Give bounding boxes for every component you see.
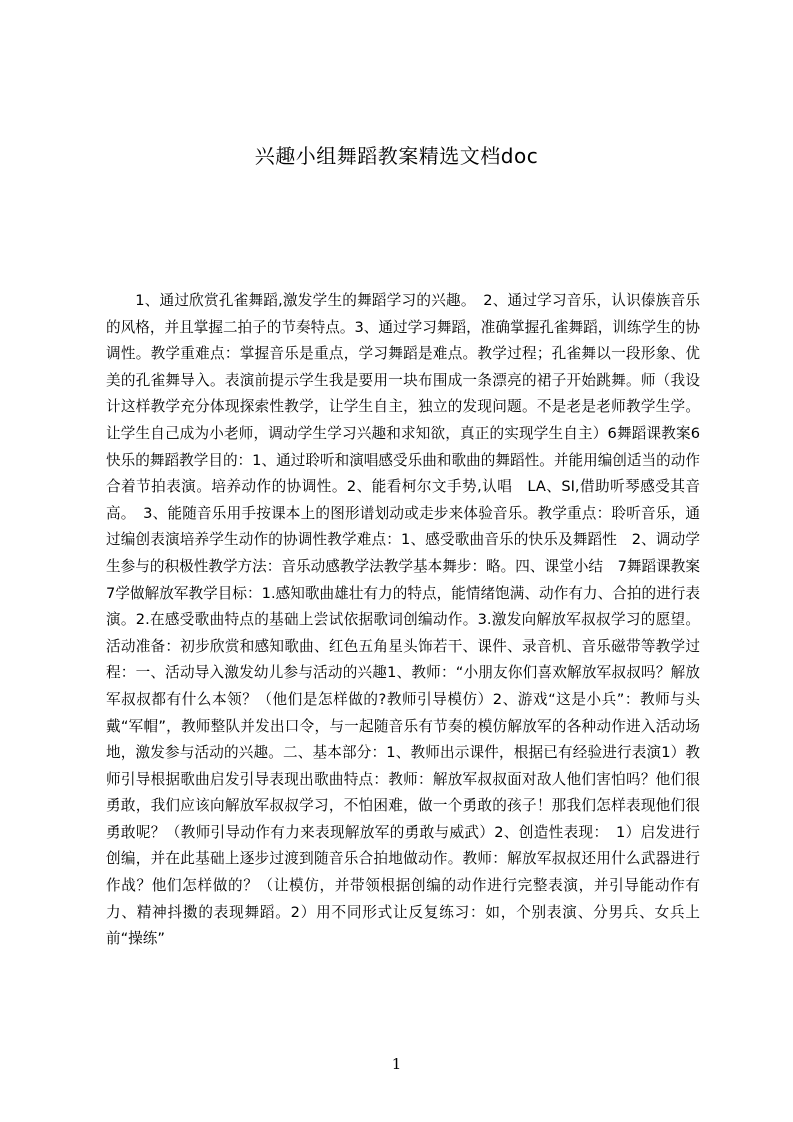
document-title: 兴趣小组舞蹈教案精选文档doc bbox=[254, 144, 539, 168]
page-number: 1 bbox=[391, 1055, 402, 1073]
document-body-paragraph: 1、通过欣赏孔雀舞蹈,激发学生的舞蹈学习的兴趣。 2、通过学习音乐，认识傣族音乐的风格，并且掌握二拍子的节奏特点。3、通过学习舞蹈，准确掌握孔雀舞蹈，训练学生的协调性。教学重难点：掌握音乐是重点，学习舞蹈是难点。教学过程；孔雀舞以一段形象、优美的孔雀舞导入。表演前提示学生我是要用一块布围成一条漂亮的裙子开始跳舞。师（我设计这样教学充分体现探索性教学，让学生自主，独立的发现问题。不是老是老师教学生学。让学生自己成为小老师，调动学生学习兴趣和求知欲，真正的实现学生自主）6舞蹈课教案6快乐的舞蹈教学目的：1、通过聆听和演唱感受乐曲和歌曲的舞蹈性。并能用编创适当的动作合着节拍表演。培养动作的协调性。2、能看柯尔文手势,认唱 LA、SI,借助听琴感受其音高。 3、能随音乐用手按课本上的图形谱划动或走步来体验音乐。教学重点：聆听音乐，通过编创表演培养学生动作的协调性教学难点：1、感受歌曲音乐的快乐及舞蹈性 2、调动学生参与的积极性教学方法：音乐动感教学法教学基本舞步：略。四、课堂小结 7舞蹈课教案7学做解放军教学目标：1.感知歌曲雄壮有力的特点，能情绪饱满、动作有力、合拍的进行表演。2.在感受歌曲特点的基础上尝试依据歌词创编动作。3.激发向解放军叔叔学习的愿望。活动准备：初步欣赏和感知歌曲、红色五角星头饰若干、课件、录音机、音乐磁带等教学过程：一、活动导入激发幼儿参与活动的兴趣1、教师：“小朋友你们喜欢解放军叔叔吗？解放军叔叔都有什么本领？（他们是怎样做的?教师引导模仿）2、游戏“这是小兵”：教师与头戴“军帽”，教师整队并发出口令，与一起随音乐有节奏的模仿解放军的各种动作进入活动场地，激发参与活动的兴趣。二、基本部分：1、教师出示课件，根据已有经验进行表演1）教师引导根据歌曲启发引导表现出歌曲特点：教师：解放军叔叔面对敌人他们害怕吗？他们很勇敢，我们应该向解放军叔叔学习，不怕困难，做一个勇敢的孩子！那我们怎样表现他们很勇敢呢？（教师引导动作有力来表现解放军的勇敢与威武）2、创造性表现： 1）启发进行创编，并在此基础上逐步过渡到随音乐合拍地做动作。教师：解放军叔叔还用什么武器进行作战？他们怎样做的？（让模仿，并带领根据创编的动作进行完整表演，并引导能动作有力、精神抖擞的表现舞蹈。2）用不同形式让反复练习：如，个别表演、分男兵、女兵上前“操练” bbox=[106, 292, 700, 948]
